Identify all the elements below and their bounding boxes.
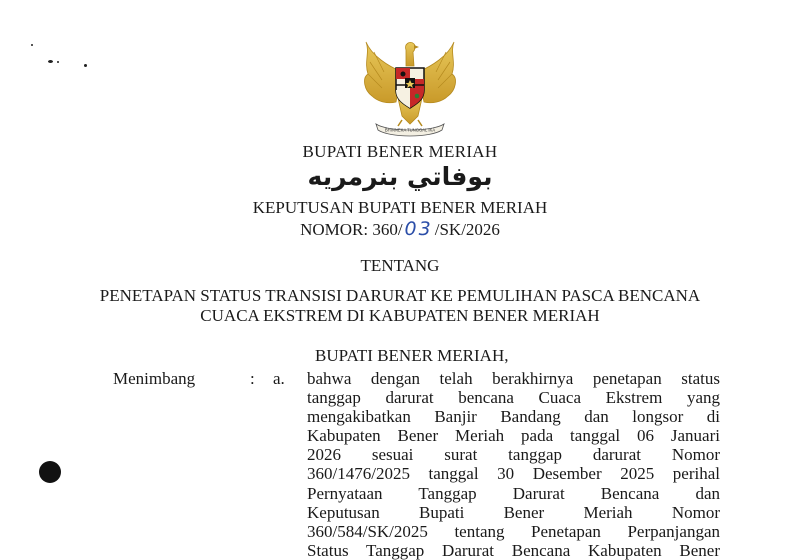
body-line: 2026 sesuai surat tanggap darurat Nomor [307, 445, 720, 465]
decree-number-prefix: NOMOR: 360/ [300, 220, 403, 239]
decree-number-handwritten: 03 [404, 218, 433, 240]
scan-speck [48, 60, 53, 63]
regent-heading: BUPATI BENER MERIAH, [315, 346, 509, 365]
body-line: 360/584/SK/2025 tentang Penetapan Perpanjangan [307, 521, 720, 541]
svg-text:BHINNEKA TUNGGAL IKA: BHINNEKA TUNGGAL IKA [384, 127, 436, 133]
decree-subject-line: PENETAPAN STATUS TRANSISI DARURAT KE PEMULIHAN PASCA BENCANA [99, 286, 701, 305]
garuda-pancasila-emblem [358, 38, 462, 138]
body-line: Keputusan Bupati Bener Meriah Nomor [307, 502, 720, 522]
decree-subject [0, 286, 800, 326]
scan-speck [84, 64, 87, 67]
about-label: TENTANG [360, 256, 440, 275]
body-line: 360/1476/2025 tanggal 30 Desember 2025 perihal [307, 464, 720, 484]
scan-speck [31, 44, 33, 46]
body-line: bahwa dengan telah berakhirnya penetapan status [307, 369, 720, 388]
regent-title: BUPATI BENER MERIAH [302, 142, 498, 161]
body-line: Pernyataan Tanggap Darurat Bencana dan [307, 483, 720, 503]
body-line: Kabupaten Bener Meriah pada tanggal 06 Januari [307, 426, 720, 446]
decree-subject-line: CUACA EKSTREM DI KABUPATEN BENER MERIAH [200, 306, 600, 325]
considering-item-letter: a. [273, 369, 285, 388]
regent-title-jawi: بوفاتي بنرمريه [307, 162, 493, 191]
decree-title: KEPUTUSAN BUPATI BENER MERIAH [252, 198, 548, 217]
decree-number-suffix: /SK/2026 [434, 220, 500, 239]
decree-number [0, 218, 800, 240]
body-line: tanggap darurat bencana Cuaca Ekstrem yang [307, 388, 720, 408]
considering-colon: : [250, 369, 255, 388]
scan-speck [57, 61, 59, 63]
punch-hole-dot [39, 461, 61, 483]
body-line: mengakibatkan Banjir Bandang dan longsor di [307, 407, 720, 427]
considering-label: Menimbang [113, 369, 196, 388]
considering-item-text [307, 369, 720, 560]
body-line: Status Tanggap Darurat Bencana Kabupaten Bener [307, 540, 720, 560]
